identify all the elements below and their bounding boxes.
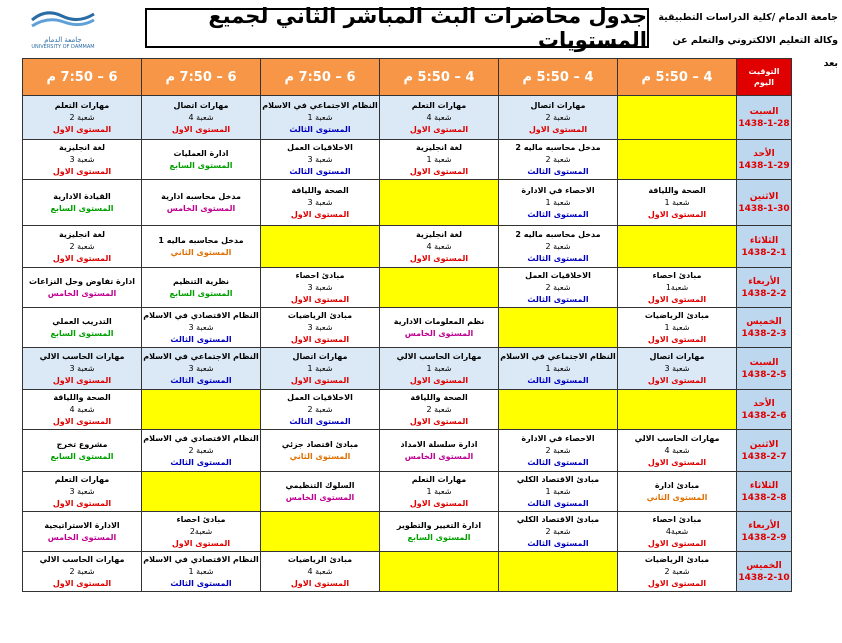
level-label: المستوى الاول [647,294,707,304]
empty-slot [142,390,261,430]
empty-slot [618,390,737,430]
schedule-row [23,226,792,268]
level-label: المستوى الثالث [527,457,589,467]
empty-slot [499,552,618,592]
course-name: مبادئ احصاء [176,514,226,524]
day-cell [737,472,792,512]
level-label: المستوى الاول [52,253,112,263]
lecture-cell [618,268,737,308]
lecture-cell [142,96,261,140]
section-number: شعبة 3 [664,363,690,373]
section-number: شعبة 2 [69,112,95,122]
course-name: النظام الاجتماعي في الاسلام [500,351,616,361]
level-label: المستوى الاول [290,375,350,385]
course-name: مبادئ الرياضيات [644,554,710,564]
lecture-cell [380,348,499,390]
section-number: شعبة 2 [307,404,333,414]
empty-slot [618,96,737,140]
level-label: المستوى الثالث [527,166,589,176]
lecture-cell [499,268,618,308]
level-label: المستوى الاول [409,253,469,263]
course-name: الاخلاقيات العمل [287,142,353,152]
day-name: السبت [749,357,779,368]
lecture-cell [499,180,618,226]
empty-slot [380,552,499,592]
university-line-1: جامعة الدمام /كلية الدراسات التطبيقية [658,12,838,23]
course-name: مبادئ الاقتصاد الكلي [516,474,600,484]
course-name: مدخل محاسبه ماليه 1 [158,235,244,245]
course-name: ادارة العمليات [173,148,229,158]
course-name: النظام الاجتماعي في الاسلام [262,100,378,110]
section-number: شعبة 3 [188,322,214,332]
level-label: المستوى الاول [647,375,707,385]
level-label: المستوى الثالث [527,538,589,548]
section-number: شعبة 1 [188,566,214,576]
university-line-2: وكالة التعليم الالكتروني والتعلم عن بعد [672,35,838,69]
day-cell [737,552,792,592]
course-name: نظرية التنظيم [172,276,230,286]
lecture-cell [142,348,261,390]
lecture-cell [499,430,618,472]
section-number: شعبة 1 [545,486,571,496]
time-slot-header: 6 – 7:50 م [23,59,142,96]
course-name: التدريب العملي [52,316,112,326]
lecture-cell [261,140,380,180]
lecture-cell [23,180,142,226]
level-label: المستوى الثاني [170,247,232,257]
time-slot-header: 4 – 5:50 م [618,59,737,96]
empty-slot [499,390,618,430]
lecture-cell [380,308,499,348]
level-label: المستوى الثاني [646,492,708,502]
course-name: الاخلاقيات العمل [287,392,353,402]
level-label: المستوى الثالث [527,209,589,219]
course-name: مبادئ الرياضيات [287,310,353,320]
day-date: 1438-2-1 [741,247,787,258]
lecture-cell [142,308,261,348]
lecture-cell [142,226,261,268]
level-label: المستوى الاول [409,124,469,134]
section-number: شعبة 2 [69,241,95,251]
level-label: المستوى الخامس [166,203,236,213]
corner-header [737,59,792,96]
schedule-row [23,96,792,140]
lecture-cell [261,348,380,390]
lecture-cell [499,96,618,140]
lecture-cell [23,140,142,180]
section-number: شعبة 1 [545,363,571,373]
day-date: 1438-2-9 [741,532,787,543]
section-number: شعبة 1 [545,197,571,207]
level-label: المستوى الاول [528,124,588,134]
course-name: مهارات اتصال [173,100,229,110]
course-name: مشروع تخرج [56,439,108,449]
schedule-row [23,472,792,512]
schedule-row [23,430,792,472]
level-label: المستوى الاول [52,166,112,176]
lecture-cell [23,348,142,390]
course-name: مبادئ الاقتصاد الكلي [516,514,600,524]
level-label: المستوى الاول [52,375,112,385]
lecture-cell [380,512,499,552]
course-name: ادارة تفاوض وحل النزاعات [29,276,135,286]
day-name: الأربعاء [748,520,780,531]
lecture-cell [261,180,380,226]
lecture-cell [380,226,499,268]
lecture-cell [23,430,142,472]
level-label: المستوى السابع [50,203,114,213]
empty-slot [618,226,737,268]
schedule-row [23,180,792,226]
section-number: شعبة 1 [307,112,333,122]
level-label: المستوى الثاني [289,451,351,461]
university-logo [28,6,98,50]
lecture-cell [618,512,737,552]
section-number: شعبة 1 [307,363,333,373]
section-number: شعبة 2 [69,566,95,576]
schedule-table [22,58,792,592]
day-date: 1438-2-3 [741,328,787,339]
course-name: مبادئ الرياضيات [287,554,353,564]
course-name: الصحة واللياقة [410,392,468,402]
section-number: شعبة 3 [188,363,214,373]
schedule-row [23,308,792,348]
course-name: القيادة الادارية [53,191,111,201]
course-name: ادارة سلسلة الامداد [400,439,478,449]
level-label: المستوى الاول [409,166,469,176]
day-cell [737,180,792,226]
day-date: 1438-2-2 [741,288,787,299]
course-name: مدخل محاسبه ادارية [161,191,241,201]
lecture-cell [261,96,380,140]
level-label: المستوى الاول [409,498,469,508]
level-label: المستوى الاول [409,375,469,385]
page-header [0,0,842,69]
lecture-cell [23,552,142,592]
level-label: المستوى الخامس [404,451,474,461]
lecture-cell [618,180,737,226]
empty-slot [380,268,499,308]
course-name: مهارات التعلم [54,100,110,110]
course-name: ادارة التغيير والتطوير [396,520,482,530]
course-name: مدخل محاسبه ماليه 2 [515,229,601,239]
course-name: مهارات الحاسب الالي [634,433,720,443]
lecture-cell [23,390,142,430]
day-cell [737,390,792,430]
level-label: المستوى الخامس [285,492,355,502]
course-name: لغة انجليزية [415,229,463,239]
section-number: شعبة 2 [545,241,571,251]
level-label: المستوى الثالث [527,498,589,508]
section-number: شعبة 3 [69,154,95,164]
section-number: شعبة 1 [426,486,452,496]
section-number: شعبة 2 [545,112,571,122]
section-number: شعبة 4 [188,112,214,122]
course-name: لغة انجليزية [415,142,463,152]
level-label: المستوى الثالث [527,294,589,304]
course-name: لغة انجليزية [58,229,106,239]
course-name: الاخلاقيات العمل [525,270,591,280]
level-label: المستوى الاول [290,209,350,219]
day-cell [737,308,792,348]
section-number: شعبة1 [665,282,689,292]
section-number: شعبة 2 [426,404,452,414]
course-name: مهارات اتصال [530,100,586,110]
day-date: 1438-1-30 [738,203,790,214]
day-date: 1438-2-6 [741,410,787,421]
lecture-cell [499,512,618,552]
day-date: 1438-1-28 [738,118,790,129]
level-label: المستوى السابع [50,451,114,461]
section-number: شعبة 4 [69,404,95,414]
level-label: المستوى الاول [290,578,350,588]
level-label: المستوى السابع [169,160,233,170]
course-name: مبادئ احصاء [652,270,702,280]
schedule-row [23,512,792,552]
day-name: الاثنين [749,439,779,450]
section-number: شعبة 1 [426,154,452,164]
section-number: شعبة 2 [664,566,690,576]
day-name: الخميس [746,560,782,571]
lecture-cell [142,268,261,308]
day-name: الثلاثاء [749,480,779,491]
level-label: المستوى السابع [50,328,114,338]
day-cell [737,96,792,140]
empty-slot [618,140,737,180]
lecture-cell [261,268,380,308]
level-label: المستوى الاول [171,538,231,548]
day-name: الأحد [753,148,775,159]
section-number: شعبة 2 [545,154,571,164]
course-name: مبادئ احصاء [652,514,702,524]
lecture-cell [499,226,618,268]
level-label: المستوى الثالث [289,124,351,134]
lecture-cell [618,430,737,472]
lecture-cell [23,308,142,348]
section-number: شعبة 3 [69,486,95,496]
section-number: شعبة 3 [307,322,333,332]
course-name: النظام الاقتصادي في الاسلام [143,310,259,320]
schedule-row [23,552,792,592]
course-name: النظام الاجتماعي في الاسلام [143,351,259,361]
course-name: النظام الاقتصادي في الاسلام [143,554,259,564]
schedule-row [23,268,792,308]
day-cell [737,430,792,472]
lecture-cell [618,552,737,592]
level-label: المستوى الاول [171,124,231,134]
time-label: التوقيت [748,67,780,76]
time-slot-header: 6 – 7:50 م [261,59,380,96]
lecture-cell [618,348,737,390]
lecture-cell [261,308,380,348]
level-label: المستوى الاول [290,334,350,344]
level-label: المستوى الثالث [527,253,589,263]
schedule-row [23,140,792,180]
time-slot-header: 4 – 5:50 م [380,59,499,96]
lecture-cell [142,430,261,472]
empty-slot [142,472,261,512]
level-label: المستوى الثالث [170,457,232,467]
section-number: شعبة 2 [545,445,571,455]
day-name: الأحد [753,398,775,409]
day-cell [737,140,792,180]
level-label: المستوى الثالث [170,334,232,344]
lecture-cell [618,472,737,512]
lecture-cell [23,472,142,512]
section-number: شعبة 2 [545,526,571,536]
course-name: الصحة واللياقة [53,392,111,402]
course-name: مهارات اتصال [649,351,705,361]
course-name: مهارات الحاسب الالي [39,554,125,564]
lecture-cell [380,472,499,512]
level-label: المستوى الثالث [170,375,232,385]
lecture-cell [142,180,261,226]
lecture-cell [618,308,737,348]
level-label: المستوى السابع [407,532,471,542]
course-name: مبادئ احصاء [295,270,345,280]
section-number: شعبة 3 [307,282,333,292]
time-slot-header: 6 – 7:50 م [142,59,261,96]
course-name: مهارات الحاسب الالي [39,351,125,361]
section-number: شعبة 3 [69,363,95,373]
level-label: المستوى الاول [647,457,707,467]
section-number: شعبة 1 [664,322,690,332]
level-label: المستوى الاول [52,498,112,508]
time-slot-header: 4 – 5:50 م [499,59,618,96]
empty-slot [380,180,499,226]
level-label: المستوى الاول [409,416,469,426]
course-name: الادارة الاستراتيجية [44,520,120,530]
day-date: 1438-2-8 [741,492,787,503]
lecture-cell [142,512,261,552]
lecture-cell [499,472,618,512]
section-number: شعبة 1 [664,197,690,207]
day-name: الاثنين [749,191,779,202]
day-date: 1438-2-7 [741,451,787,462]
lecture-cell [380,390,499,430]
level-label: المستوى الاول [647,538,707,548]
level-label: المستوى الخامس [404,328,474,338]
course-name: مدخل محاسبه ماليه 2 [515,142,601,152]
day-cell [737,348,792,390]
level-label: المستوى الثالث [289,416,351,426]
lecture-cell [23,268,142,308]
day-name: الخميس [746,316,782,327]
section-number: شعبة 4 [307,566,333,576]
lecture-cell [142,140,261,180]
lecture-cell [261,430,380,472]
lecture-cell [380,96,499,140]
logo-text: جامعة الدمام [44,36,82,44]
course-name: الاحصاء في الادارة [521,185,595,195]
lecture-cell [142,552,261,592]
course-name: مهارات التعلم [411,100,467,110]
lecture-cell [380,430,499,472]
section-number: شعبة 3 [307,197,333,207]
section-number: شعبة2 [189,526,213,536]
section-number: شعبة 2 [545,282,571,292]
lecture-cell [380,140,499,180]
section-number: شعبة 3 [307,154,333,164]
empty-slot [261,226,380,268]
course-name: الاحصاء في الادارة [521,433,595,443]
wave-logo-icon [28,6,98,32]
course-name: نظم المعلومات الادارية [393,316,485,326]
course-name: الصحة واللياقة [648,185,706,195]
lecture-cell [261,552,380,592]
day-cell [737,226,792,268]
schedule-row [23,348,792,390]
lecture-cell [499,140,618,180]
course-name: النظام الاقتصادي في الاسلام [143,433,259,443]
schedule-row [23,390,792,430]
section-number: شعبة 4 [664,445,690,455]
level-label: المستوى الثالث [170,578,232,588]
lecture-cell [261,472,380,512]
level-label: المستوى الثالث [289,166,351,176]
day-cell [737,512,792,552]
empty-slot [499,308,618,348]
day-date: 1438-1-29 [738,160,790,171]
course-name: مهارات التعلم [54,474,110,484]
level-label: المستوى الخامس [47,288,117,298]
course-name: مهارات الحاسب الالي [396,351,482,361]
level-label: المستوى الاول [290,294,350,304]
course-name: مهارات التعلم [411,474,467,484]
lecture-cell [261,390,380,430]
day-date: 1438-2-5 [741,369,787,380]
schedule-body [23,96,792,592]
level-label: المستوى الاول [647,334,707,344]
day-name: السبت [749,106,779,117]
course-name: الصحة واللياقة [291,185,349,195]
course-name: السلوك التنظيمي [285,480,355,490]
level-label: المستوى الاول [647,578,707,588]
page-title: جدول محاضرات البث المباشر الثاني لجميع المستويات [145,8,649,48]
lecture-cell [499,348,618,390]
lecture-cell [23,512,142,552]
section-number: شعبة 2 [188,445,214,455]
course-name: مبادئ ادارة [654,480,700,490]
time-header-row [23,59,792,96]
empty-slot [261,512,380,552]
level-label: المستوى الثالث [527,375,589,385]
level-label: المستوى الاول [52,578,112,588]
day-label: اليوم [754,78,774,87]
course-name: مبادئ اقتصاد جزئي [281,439,359,449]
section-number: شعبة 4 [426,112,452,122]
course-name: مهارات اتصال [292,351,348,361]
level-label: المستوى الاول [52,124,112,134]
lecture-cell [23,226,142,268]
section-number: شعبة4 [665,526,689,536]
day-name: الأربعاء [748,276,780,287]
level-label: المستوى السابع [169,288,233,298]
lecture-cell [23,96,142,140]
level-label: المستوى الاول [647,209,707,219]
day-cell [737,268,792,308]
section-number: شعبة 4 [426,241,452,251]
course-name: مبادئ الرياضيات [644,310,710,320]
logo-subtext: UNIVERSITY OF DAMMAM [31,44,95,50]
level-label: المستوى الخامس [47,532,117,542]
section-number: شعبة 1 [426,363,452,373]
level-label: المستوى الاول [52,416,112,426]
day-date: 1438-2-10 [738,572,790,583]
day-name: الثلاثاء [749,235,779,246]
course-name: لغة انجليزية [58,142,106,152]
